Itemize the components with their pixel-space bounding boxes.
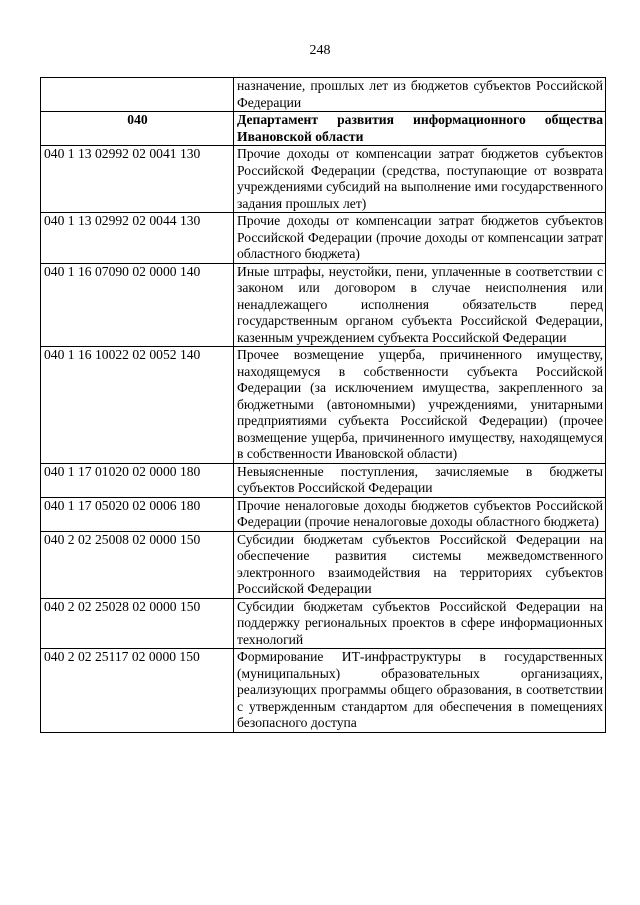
table-row — [41, 347, 606, 464]
table-row — [41, 598, 606, 649]
budget-code-cell: 040 1 16 07090 02 0000 140 — [41, 263, 234, 347]
page-number: 248 — [309, 43, 331, 58]
description-cell: Прочие доходы от компенсации затрат бюджетов субъектов Российской Федерации (прочие доходы от компенсации затрат областного бюджета) — [234, 213, 606, 264]
description-cell: Субсидии бюджетам субъектов Российской Федерации на обеспечение развития системы межведомственного электронного взаимодействия на территориях субъектов Российской Федерации — [234, 531, 606, 598]
budget-code-cell: 040 2 02 25028 02 0000 150 — [41, 598, 234, 649]
table-row — [41, 78, 606, 112]
description-cell: Прочие доходы от компенсации затрат бюджетов субъектов Российской Федерации (средства, поступающие от возврата учреждениями субсидий на выполнение ими государственного задания прошлых лет) — [234, 146, 606, 213]
description-cell: Прочее возмещение ущерба, причиненного имуществу, находящемуся в собственности субъекта Российской Федерации (за исключением имущества, закрепленного за бюджетными (автономными) учреждениями, унитарными предприятиями субъекта Российской Федерации) (прочее возмещение ущерба, причиненного имуществу, находящемуся в собственности Ивановской области) — [234, 347, 606, 464]
budget-codes-table — [40, 77, 606, 733]
description-cell: Невыясненные поступления, зачисляемые в бюджеты субъектов Российской Федерации — [234, 463, 606, 497]
description-cell: Департамент развития информационного общества Ивановской области — [234, 112, 606, 146]
budget-code-cell: 040 — [41, 112, 234, 146]
table-row — [41, 112, 606, 146]
budget-code-cell: 040 1 17 01020 02 0000 180 — [41, 463, 234, 497]
budget-code-cell: 040 2 02 25117 02 0000 150 — [41, 649, 234, 733]
table-row — [41, 497, 606, 531]
budget-code-cell: 040 2 02 25008 02 0000 150 — [41, 531, 234, 598]
budget-code-cell: 040 1 16 10022 02 0052 140 — [41, 347, 234, 464]
table-row — [41, 213, 606, 264]
description-cell: Иные штрафы, неустойки, пени, уплаченные в соответствии с законом или договором в случае неисполнения или ненадлежащего исполнения обязательств перед государственным органом субъекта Российской Федерации, казенным учреждением субъекта Российской Федерации — [234, 263, 606, 347]
budget-code-cell: 040 1 13 02992 02 0044 130 — [41, 213, 234, 264]
description-cell: Субсидии бюджетам субъектов Российской Федерации на поддержку региональных проектов в сфере информационных технологий — [234, 598, 606, 649]
description-cell: назначение, прошлых лет из бюджетов субъектов Российской Федерации — [234, 78, 606, 112]
budget-code-cell — [41, 78, 234, 112]
table-row — [41, 649, 606, 733]
budget-code-cell: 040 1 17 05020 02 0006 180 — [41, 497, 234, 531]
table-row — [41, 263, 606, 347]
table-row — [41, 146, 606, 213]
budget-code-cell: 040 1 13 02992 02 0041 130 — [41, 146, 234, 213]
description-cell: Формирование ИТ-инфраструктуры в государственных (муниципальных) образовательных организациях, реализующих программы общего образования, в соответствии с утвержденным стандартом для обеспечения в помещениях безопасного доступа — [234, 649, 606, 733]
description-cell: Прочие неналоговые доходы бюджетов субъектов Российской Федерации (прочие неналоговые доходы областного бюджета) — [234, 497, 606, 531]
table-row — [41, 531, 606, 598]
table-row — [41, 463, 606, 497]
